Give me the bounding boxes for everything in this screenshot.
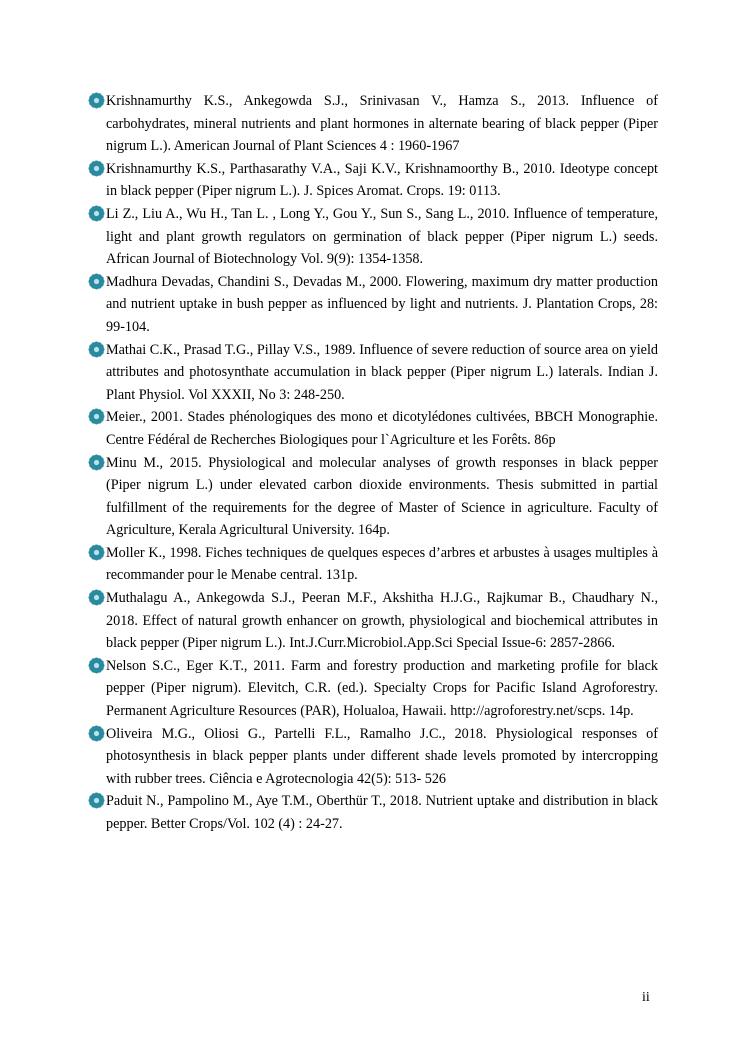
page-number: ii <box>642 990 650 1005</box>
gear-flower-icon <box>88 205 105 222</box>
reference-text: Minu M., 2015. Physiological and molecular analyses of growth responses in black pepper (Piper nigrum L.) under elevated carbon dioxide environments. Thesis submitted in partial fulfillment of the requirements for the degree of Master of Science in agriculture. Faculty of Agriculture, Kerala Agricultural University. 164p. <box>106 454 658 539</box>
reference-text: Meier., 2001. Stades phénologiques des mono et dicotylédones cultivées, BBCH Monographie. Centre Fédéral de Recherches Biologiques pour l`Agriculture et les Forêts. 86p <box>106 409 658 448</box>
gear-flower-icon <box>88 544 105 561</box>
gear-flower-icon <box>88 160 105 177</box>
reference-text: Moller K., 1998. Fiches techniques de quelques especes d’arbres et arbustes à usages multiples à recommander pour le Menabe central. 131p. <box>106 544 658 584</box>
reference-item <box>88 158 658 203</box>
reference-item <box>88 271 658 339</box>
reference-text: Madhura Devadas, Chandini S., Devadas M., 2000. Flowering, maximum dry matter production and nutrient uptake in bush pepper as influenced by light and nutrients. J. Plantation Crops, 28: 99-104. <box>106 273 658 335</box>
reference-text: Mathai C.K., Prasad T.G., Pillay V.S., 1989. Influence of severe reduction of source area on yield attributes and photosynthate accumulation in black pepper (Piper nigrum L.) laterals. Indian J. Plant Physiol. Vol XXXII, No 3: 248-250. <box>106 341 658 403</box>
gear-flower-icon <box>88 589 105 606</box>
gear-flower-icon <box>88 725 105 742</box>
reference-list <box>88 90 658 836</box>
reference-text: Krishnamurthy K.S., Ankegowda S.J., Srinivasan V., Hamza S., 2013. Influence of carbohydrates, mineral nutrients and plant hormones in alternate bearing of black pepper (Piper nigrum L.). American Journal of Plant Sciences 4 : 1960-1967 <box>106 93 658 155</box>
reference-text: Krishnamurthy K.S., Parthasarathy V.A., Saji K.V., Krishnamoorthy B., 2010. Ideotype concept in black pepper (Piper nigrum L.). J. Spices Aromat. Crops. 19: 0113. <box>106 160 658 200</box>
reference-text: Muthalagu A., Ankegowda S.J., Peeran M.F., Akshitha H.J.G., Rajkumar B., Chaudhary N., 2018. Effect of natural growth enhancer on growth, physiological and biochemical attributes in black pepper (Piper nigrum L.). Int.J.Curr.Microbiol.App.Sci Special Issue-6: 2857-2866. <box>106 590 658 652</box>
reference-item <box>88 406 658 451</box>
gear-flower-icon <box>88 792 105 809</box>
reference-item <box>88 655 658 723</box>
gear-flower-icon <box>88 273 105 290</box>
reference-item <box>88 790 658 835</box>
reference-text: Paduit N., Pampolino M., Aye T.M., Oberthür T., 2018. Nutrient uptake and distribution in black pepper. Better Crops/Vol. 102 (4) : 24-27. <box>106 793 658 832</box>
reference-item <box>88 587 658 655</box>
gear-flower-icon <box>88 657 105 674</box>
reference-item <box>88 203 658 271</box>
reference-text: Nelson S.C., Eger K.T., 2011. Farm and forestry production and marketing profile for black pepper (Piper nigrum). Elevitch, C.R. (ed.). Specialty Crops for Pacific Island Agroforestry. Permanent Agriculture Resources (PAR), Holualoa, Hawaii. http://agroforestry.net/scps. 14p. <box>106 657 658 720</box>
gear-flower-icon <box>88 341 105 358</box>
reference-item <box>88 452 658 542</box>
reference-item <box>88 542 658 587</box>
gear-flower-icon <box>88 454 105 471</box>
reference-text: Li Z., Liu A., Wu H., Tan L. , Long Y., Gou Y., Sun S., Sang L., 2010. Influence of temperature, light and plant growth regulators on germination of black pepper (Piper nigrum L.) seeds. African Journal of Biotechnology Vol. 9(9): 1354-1358. <box>106 205 658 268</box>
reference-item <box>88 90 658 158</box>
gear-flower-icon <box>88 92 105 109</box>
reference-item <box>88 723 658 791</box>
reference-item <box>88 339 658 407</box>
reference-text: Oliveira M.G., Oliosi G., Partelli F.L., Ramalho J.C., 2018. Physiological responses of photosynthesis in black pepper plants under different shade levels promoted by intercropping with rubber trees. Ciência e Agrotecnologia 42(5): 513- 526 <box>106 725 658 787</box>
gear-flower-icon <box>88 408 105 425</box>
